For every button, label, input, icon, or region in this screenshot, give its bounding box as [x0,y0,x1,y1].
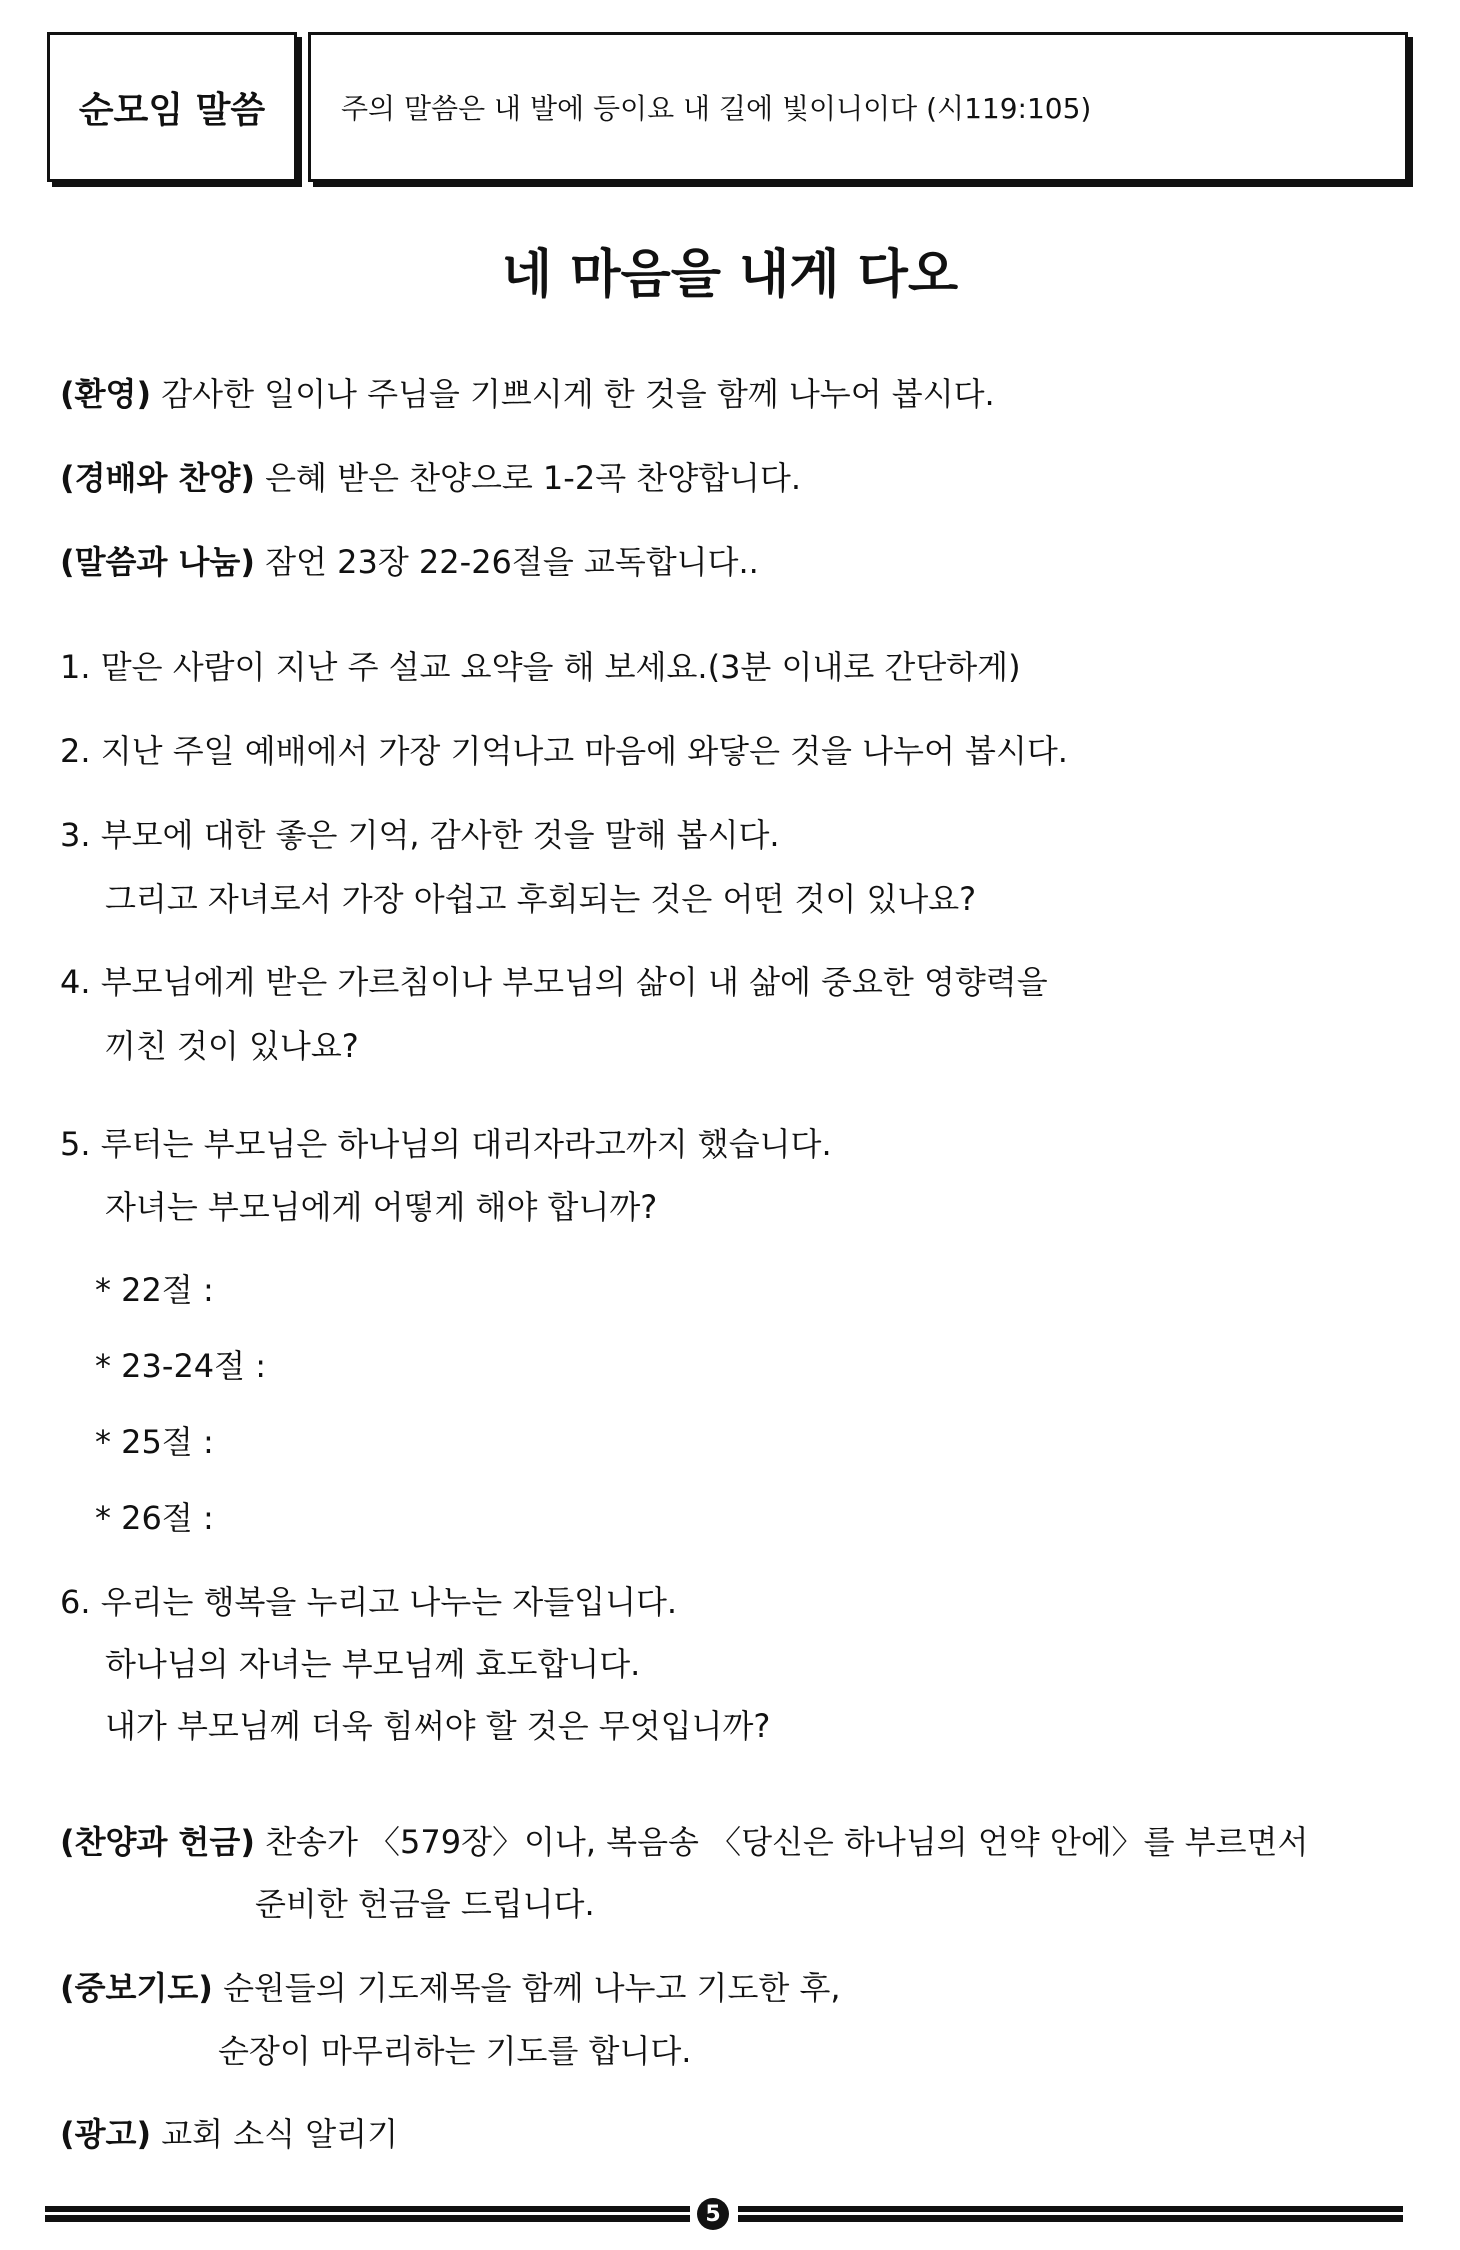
worship-line [60,458,801,498]
question-5-line-2: 자녀는 부모님에게 어떻게 해야 합니까? [105,1188,658,1226]
verse-item: * 23-24절 : [95,1347,267,1385]
question-2: 2. 지난 주일 예배에서 가장 기억나고 마음에 와닿은 것을 나누어 봅시다. [60,732,1068,770]
verse-item: * 25절 : [95,1423,214,1461]
question-3: 3. 부모에 대한 좋은 기억, 감사한 것을 말해 봅시다. [60,816,780,854]
page-number: 5 [697,2198,729,2230]
offering-text: 찬송가 〈579장〉이나, 복음송 〈당신은 하나님의 언약 안에〉를 부르면서 [254,1823,1309,1861]
notice-tag: (광고) [60,2115,152,2153]
question-1: 1. 맡은 사람이 지난 주 설교 요약을 해 보세요.(3분 이내로 간단하게) [60,648,1021,686]
prayer-line [60,1968,841,2008]
offering-line-2: 준비한 헌금을 드립니다. [255,1885,595,1923]
notice-line [60,2114,398,2154]
notice-text: 교회 소식 알리기 [151,2115,398,2153]
verse-item: * 22절 : [95,1271,214,1309]
footer-rule-right [738,2206,1403,2222]
question-6-line-2: 하나님의 자녀는 부모님께 효도합니다. [105,1645,641,1683]
offering-line [60,1822,1308,1862]
prayer-line-2: 순장이 마무리하는 기도를 합니다. [218,2032,692,2070]
page-title: 네 마음을 내게 다오 [501,245,959,305]
word-tag: (말씀과 나눔) [60,543,255,581]
prayer-text: 순원들의 기도제목을 함께 나누고 기도한 후, [212,1969,841,2007]
word-text: 잠언 23장 22-26절을 교독합니다.. [254,543,759,581]
offering-tag: (찬양과 헌금) [60,1823,255,1861]
welcome-line [60,374,995,414]
welcome-text: 감사한 일이나 주님을 기쁘시게 한 것을 함께 나누어 봅시다. [151,375,995,413]
header-verse: 주의 말씀은 내 발에 등이요 내 길에 빛이니이다 (시119:105) [341,92,1092,125]
header-verse-box [308,32,1408,182]
word-line [60,542,759,582]
question-6: 6. 우리는 행복을 누리고 나누는 자들입니다. [60,1583,678,1621]
worship-text: 은혜 받은 찬양으로 1-2곡 찬양합니다. [254,459,802,497]
header-label: 순모임 말씀 [78,89,266,131]
footer-rule-left [45,2206,690,2222]
worship-tag: (경배와 찬양) [60,459,255,497]
question-4: 4. 부모님에게 받은 가르침이나 부모님의 삶이 내 삶에 중요한 영향력을 [60,963,1048,1001]
prayer-tag: (중보기도) [60,1969,213,2007]
question-3-line-2: 그리고 자녀로서 가장 아쉽고 후회되는 것은 어떤 것이 있나요? [105,880,977,918]
question-6-line-3: 내가 부모님께 더욱 힘써야 할 것은 무엇입니까? [105,1707,771,1745]
question-5: 5. 루터는 부모님은 하나님의 대리자라고까지 했습니다. [60,1125,832,1163]
header-label-box [47,32,297,182]
welcome-tag: (환영) [60,375,152,413]
question-4-line-2: 끼친 것이 있나요? [105,1027,359,1065]
verse-item: * 26절 : [95,1499,214,1537]
